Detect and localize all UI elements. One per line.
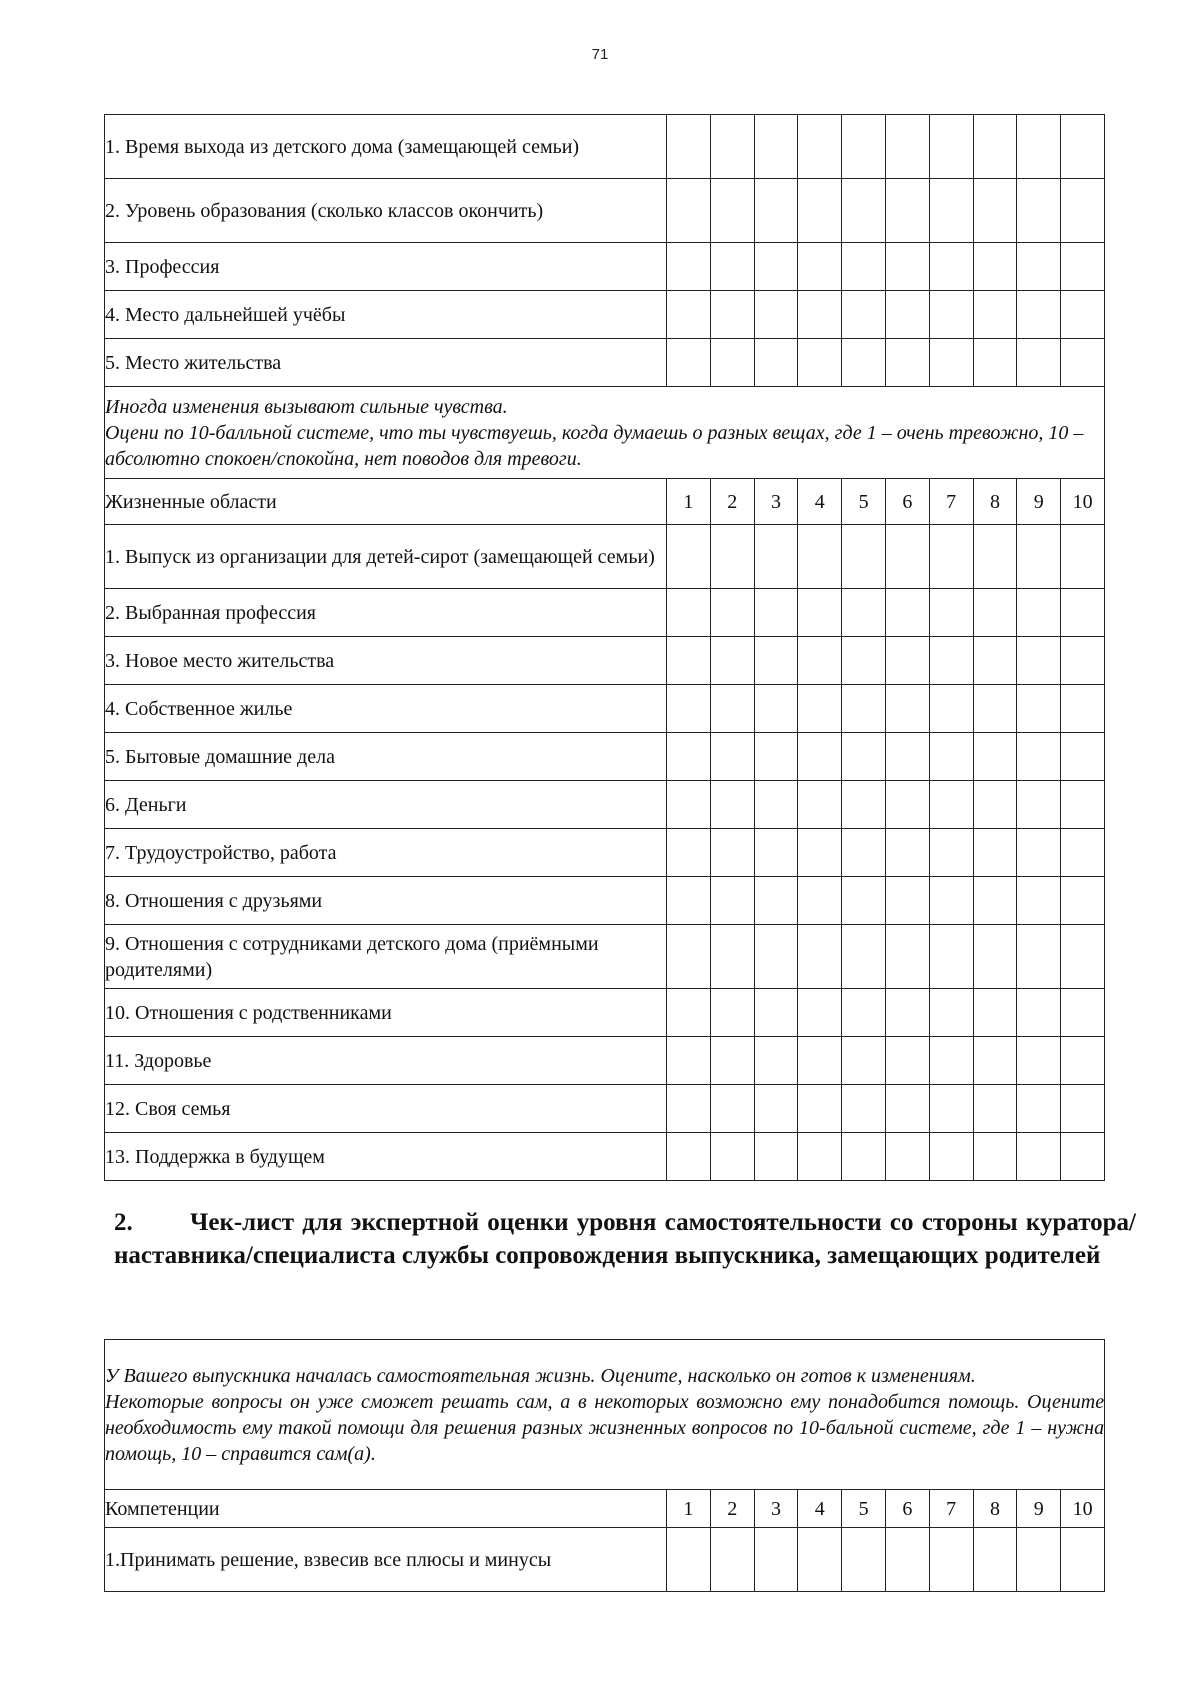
rating-cell xyxy=(1017,781,1061,829)
rating-cell xyxy=(973,637,1017,685)
rating-cell xyxy=(798,877,842,925)
rating-cell xyxy=(754,525,798,589)
rating-cell xyxy=(973,339,1017,387)
rating-cell xyxy=(929,733,973,781)
instruction-text: У Вашего выпускника началась самостоятельная жизнь. Оцените, насколько он готов к изменениям. Некоторые вопросы он уже сможет решать сам, а в некоторых возможно ему понадобится помощь. Оцените необходимость ему такой помощи для решения разных жизненных вопросов по 10-бальной системе, где 1 – нужна помощь, 10 – справится сам(а). xyxy=(105,1340,1105,1490)
rating-cell xyxy=(885,1528,929,1592)
rating-cell xyxy=(754,1085,798,1133)
rating-cell xyxy=(842,733,886,781)
rating-cell xyxy=(973,525,1017,589)
rating-cell xyxy=(929,115,973,179)
rating-cell xyxy=(885,1037,929,1085)
rating-cell xyxy=(710,1528,754,1592)
rating-cell xyxy=(842,1037,886,1085)
rating-cell xyxy=(754,589,798,637)
rating-cell xyxy=(973,829,1017,877)
rating-cell xyxy=(667,1085,711,1133)
table-row xyxy=(105,1528,1105,1592)
rating-cell xyxy=(710,179,754,243)
row-label: 12. Своя семья xyxy=(105,1085,667,1133)
rating-cell xyxy=(798,179,842,243)
scale-header: 9 xyxy=(1017,1490,1061,1528)
rating-cell xyxy=(885,115,929,179)
rating-cell xyxy=(929,589,973,637)
rating-cell xyxy=(1017,1085,1061,1133)
table-row xyxy=(105,781,1105,829)
rating-cell xyxy=(929,781,973,829)
rating-cell xyxy=(1061,589,1105,637)
rating-cell xyxy=(710,243,754,291)
rating-cell xyxy=(754,685,798,733)
table-row xyxy=(105,525,1105,589)
table-row xyxy=(105,339,1105,387)
rating-cell xyxy=(1061,243,1105,291)
row-label: 1.Принимать решение, взвесив все плюсы и минусы xyxy=(105,1528,667,1592)
rating-cell xyxy=(754,989,798,1037)
rating-cell xyxy=(754,781,798,829)
rating-cell xyxy=(710,1085,754,1133)
rating-cell xyxy=(1017,925,1061,989)
rating-cell xyxy=(667,1528,711,1592)
rating-cell xyxy=(929,243,973,291)
table-row xyxy=(105,637,1105,685)
column-header: Компетенции xyxy=(105,1490,667,1528)
rating-cell xyxy=(710,781,754,829)
rating-cell xyxy=(842,243,886,291)
rating-cell xyxy=(842,1528,886,1592)
scale-header: 6 xyxy=(885,479,929,525)
rating-cell xyxy=(973,243,1017,291)
rating-cell xyxy=(929,291,973,339)
scale-header: 8 xyxy=(973,1490,1017,1528)
section-heading xyxy=(114,1206,1136,1272)
table-row xyxy=(105,115,1105,179)
rating-cell xyxy=(798,925,842,989)
rating-cell xyxy=(1017,339,1061,387)
rating-cell xyxy=(798,1528,842,1592)
rating-cell xyxy=(667,339,711,387)
rating-cell xyxy=(973,1085,1017,1133)
rating-cell xyxy=(1061,637,1105,685)
scale-header: 5 xyxy=(842,1490,886,1528)
table-row xyxy=(105,1037,1105,1085)
row-label: 3. Новое место жительства xyxy=(105,637,667,685)
row-label: 5. Бытовые домашние дела xyxy=(105,733,667,781)
rating-cell xyxy=(667,589,711,637)
scale-header: 7 xyxy=(929,479,973,525)
rating-cell xyxy=(754,925,798,989)
scale-header: 2 xyxy=(710,1490,754,1528)
rating-cell xyxy=(973,925,1017,989)
table-row xyxy=(105,179,1105,243)
rating-cell xyxy=(1017,877,1061,925)
rating-cell xyxy=(754,877,798,925)
rating-cell xyxy=(667,637,711,685)
rating-cell xyxy=(667,525,711,589)
rating-cell xyxy=(1017,1528,1061,1592)
rating-cell xyxy=(667,115,711,179)
rating-cell xyxy=(885,733,929,781)
rating-cell xyxy=(710,685,754,733)
rating-cell xyxy=(798,829,842,877)
row-label: 10. Отношения с родственниками xyxy=(105,989,667,1037)
table-row xyxy=(105,685,1105,733)
rating-cell xyxy=(929,829,973,877)
scale-header: 8 xyxy=(973,479,1017,525)
scale-header: 4 xyxy=(798,479,842,525)
rating-cell xyxy=(1061,525,1105,589)
rating-cell xyxy=(667,685,711,733)
rating-cell xyxy=(1061,989,1105,1037)
rating-cell xyxy=(885,243,929,291)
rating-cell xyxy=(1017,989,1061,1037)
rating-cell xyxy=(667,781,711,829)
rating-cell xyxy=(798,525,842,589)
table-row xyxy=(105,1085,1105,1133)
rating-cell xyxy=(973,1528,1017,1592)
rating-cell xyxy=(842,781,886,829)
competencies-table xyxy=(104,1339,1105,1592)
rating-cell xyxy=(710,291,754,339)
rating-cell xyxy=(667,179,711,243)
rating-cell xyxy=(1061,339,1105,387)
table-row xyxy=(105,733,1105,781)
rating-cell xyxy=(798,733,842,781)
rating-cell xyxy=(885,829,929,877)
rating-cell xyxy=(667,1133,711,1181)
scale-header: 7 xyxy=(929,1490,973,1528)
row-label: 6. Деньги xyxy=(105,781,667,829)
table-row xyxy=(105,877,1105,925)
rating-cell xyxy=(798,339,842,387)
column-header: Жизненные области xyxy=(105,479,667,525)
header-row xyxy=(105,479,1105,525)
scale-header: 2 xyxy=(710,479,754,525)
rating-cell xyxy=(1017,685,1061,733)
row-label: 2. Уровень образования (сколько классов окончить) xyxy=(105,179,667,243)
rating-cell xyxy=(1061,733,1105,781)
rating-cell xyxy=(1017,733,1061,781)
rating-cell xyxy=(667,925,711,989)
table-row xyxy=(105,243,1105,291)
rating-cell xyxy=(973,1037,1017,1085)
table-row xyxy=(105,829,1105,877)
row-label: 9. Отношения с сотрудниками детского дома (приёмными родителями) xyxy=(105,925,667,989)
rating-cell xyxy=(885,989,929,1037)
instruction-text: Иногда изменения вызывают сильные чувства. Оцени по 10-балльной системе, что ты чувствуешь, когда думаешь о разных вещах, где 1 – очень тревожно, 10 – абсолютно спокоен/спокойна, нет поводов для тревоги. xyxy=(105,387,1105,479)
rating-cell xyxy=(885,877,929,925)
rating-cell xyxy=(842,525,886,589)
rating-cell xyxy=(929,989,973,1037)
rating-cell xyxy=(710,829,754,877)
rating-cell xyxy=(1061,877,1105,925)
life-areas-table xyxy=(104,114,1105,1181)
rating-cell xyxy=(973,733,1017,781)
rating-cell xyxy=(754,637,798,685)
scale-header: 1 xyxy=(667,479,711,525)
rating-cell xyxy=(842,291,886,339)
rating-cell xyxy=(1061,925,1105,989)
rating-cell xyxy=(973,685,1017,733)
scale-header: 3 xyxy=(754,479,798,525)
rating-cell xyxy=(1061,115,1105,179)
rating-cell xyxy=(1017,1133,1061,1181)
rating-cell xyxy=(710,1133,754,1181)
rating-cell xyxy=(929,179,973,243)
rating-cell xyxy=(885,339,929,387)
rating-cell xyxy=(1017,1037,1061,1085)
table-row xyxy=(105,1133,1105,1181)
section-title: Чек-лист для экспертной оценки уровня самостоятельности со стороны куратора/наставника/специалиста службы сопровождения выпускника, замещающих родителей xyxy=(114,1209,1136,1269)
page-number: 71 xyxy=(591,46,609,63)
rating-cell xyxy=(710,989,754,1037)
rating-cell xyxy=(885,291,929,339)
row-label: 1. Время выхода из детского дома (замещающей семьи) xyxy=(105,115,667,179)
rating-cell xyxy=(929,1133,973,1181)
row-label: 7. Трудоустройство, работа xyxy=(105,829,667,877)
rating-cell xyxy=(667,243,711,291)
rating-cell xyxy=(1061,179,1105,243)
scale-header: 9 xyxy=(1017,479,1061,525)
rating-cell xyxy=(885,637,929,685)
rating-cell xyxy=(754,291,798,339)
rating-cell xyxy=(973,1133,1017,1181)
rating-cell xyxy=(667,1037,711,1085)
rating-cell xyxy=(842,925,886,989)
row-label: 2. Выбранная профессия xyxy=(105,589,667,637)
scale-header: 3 xyxy=(754,1490,798,1528)
rating-cell xyxy=(929,339,973,387)
rating-cell xyxy=(667,829,711,877)
rating-cell xyxy=(885,925,929,989)
rating-cell xyxy=(798,1085,842,1133)
rating-cell xyxy=(929,925,973,989)
rating-cell xyxy=(885,1133,929,1181)
rating-cell xyxy=(1017,637,1061,685)
rating-cell xyxy=(842,877,886,925)
rating-cell xyxy=(710,1037,754,1085)
rating-cell xyxy=(973,877,1017,925)
rating-cell xyxy=(842,1085,886,1133)
rating-cell xyxy=(973,115,1017,179)
row-label: 11. Здоровье xyxy=(105,1037,667,1085)
rating-cell xyxy=(667,989,711,1037)
table-row xyxy=(105,989,1105,1037)
rating-cell xyxy=(973,589,1017,637)
row-label: 1. Выпуск из организации для детей-сирот (замещающей семьи) xyxy=(105,525,667,589)
rating-cell xyxy=(710,525,754,589)
table-row xyxy=(105,925,1105,989)
table-row xyxy=(105,291,1105,339)
rating-cell xyxy=(754,115,798,179)
rating-cell xyxy=(710,877,754,925)
rating-cell xyxy=(754,733,798,781)
scale-header: 1 xyxy=(667,1490,711,1528)
scale-header: 6 xyxy=(885,1490,929,1528)
rating-cell xyxy=(798,1037,842,1085)
rating-cell xyxy=(798,781,842,829)
rating-cell xyxy=(798,589,842,637)
rating-cell xyxy=(842,1133,886,1181)
rating-cell xyxy=(1017,291,1061,339)
rating-cell xyxy=(798,1133,842,1181)
rating-cell xyxy=(929,1528,973,1592)
rating-cell xyxy=(710,925,754,989)
rating-cell xyxy=(973,179,1017,243)
instruction-row xyxy=(105,1340,1105,1490)
row-label: 3. Профессия xyxy=(105,243,667,291)
table-row xyxy=(105,589,1105,637)
rating-cell xyxy=(1017,589,1061,637)
rating-cell xyxy=(885,685,929,733)
rating-cell xyxy=(798,115,842,179)
rating-cell xyxy=(754,1133,798,1181)
rating-cell xyxy=(754,179,798,243)
rating-cell xyxy=(754,1037,798,1085)
rating-cell xyxy=(885,781,929,829)
rating-cell xyxy=(842,179,886,243)
rating-cell xyxy=(885,179,929,243)
rating-cell xyxy=(1017,243,1061,291)
row-label: 8. Отношения с друзьями xyxy=(105,877,667,925)
rating-cell xyxy=(754,339,798,387)
rating-cell xyxy=(929,1037,973,1085)
rating-cell xyxy=(1061,829,1105,877)
row-label: 4. Место дальнейшей учёбы xyxy=(105,291,667,339)
rating-cell xyxy=(754,1528,798,1592)
rating-cell xyxy=(754,829,798,877)
rating-cell xyxy=(1017,179,1061,243)
rating-cell xyxy=(1017,115,1061,179)
section-number: 2. xyxy=(114,1209,133,1236)
rating-cell xyxy=(710,733,754,781)
rating-cell xyxy=(885,525,929,589)
rating-cell xyxy=(667,877,711,925)
scale-header: 5 xyxy=(842,479,886,525)
rating-cell xyxy=(1061,781,1105,829)
header-row xyxy=(105,1490,1105,1528)
rating-cell xyxy=(929,685,973,733)
row-label: 5. Место жительства xyxy=(105,339,667,387)
rating-cell xyxy=(929,877,973,925)
rating-cell xyxy=(842,115,886,179)
rating-cell xyxy=(710,339,754,387)
rating-cell xyxy=(710,115,754,179)
rating-cell xyxy=(973,291,1017,339)
rating-cell xyxy=(842,685,886,733)
rating-cell xyxy=(667,733,711,781)
rating-cell xyxy=(842,989,886,1037)
rating-cell xyxy=(1061,1085,1105,1133)
instruction-row xyxy=(105,387,1105,479)
rating-cell xyxy=(842,589,886,637)
rating-cell xyxy=(798,291,842,339)
rating-cell xyxy=(1061,1133,1105,1181)
rating-cell xyxy=(929,1085,973,1133)
rating-cell xyxy=(1061,1037,1105,1085)
rating-cell xyxy=(798,243,842,291)
rating-cell xyxy=(929,525,973,589)
rating-cell xyxy=(710,589,754,637)
rating-cell xyxy=(842,339,886,387)
rating-cell xyxy=(1061,1528,1105,1592)
rating-cell xyxy=(1061,291,1105,339)
rating-cell xyxy=(842,829,886,877)
rating-cell xyxy=(1017,525,1061,589)
scale-header: 10 xyxy=(1061,479,1105,525)
scale-header: 10 xyxy=(1061,1490,1105,1528)
rating-cell xyxy=(710,637,754,685)
rating-cell xyxy=(798,989,842,1037)
row-label: 4. Собственное жилье xyxy=(105,685,667,733)
rating-cell xyxy=(754,243,798,291)
rating-cell xyxy=(798,685,842,733)
row-label: 13. Поддержка в будущем xyxy=(105,1133,667,1181)
rating-cell xyxy=(1061,685,1105,733)
rating-cell xyxy=(1017,829,1061,877)
rating-cell xyxy=(885,589,929,637)
rating-cell xyxy=(667,291,711,339)
rating-cell xyxy=(929,637,973,685)
scale-header: 4 xyxy=(798,1490,842,1528)
rating-cell xyxy=(973,989,1017,1037)
rating-cell xyxy=(885,1085,929,1133)
rating-cell xyxy=(973,781,1017,829)
rating-cell xyxy=(798,637,842,685)
rating-cell xyxy=(842,637,886,685)
